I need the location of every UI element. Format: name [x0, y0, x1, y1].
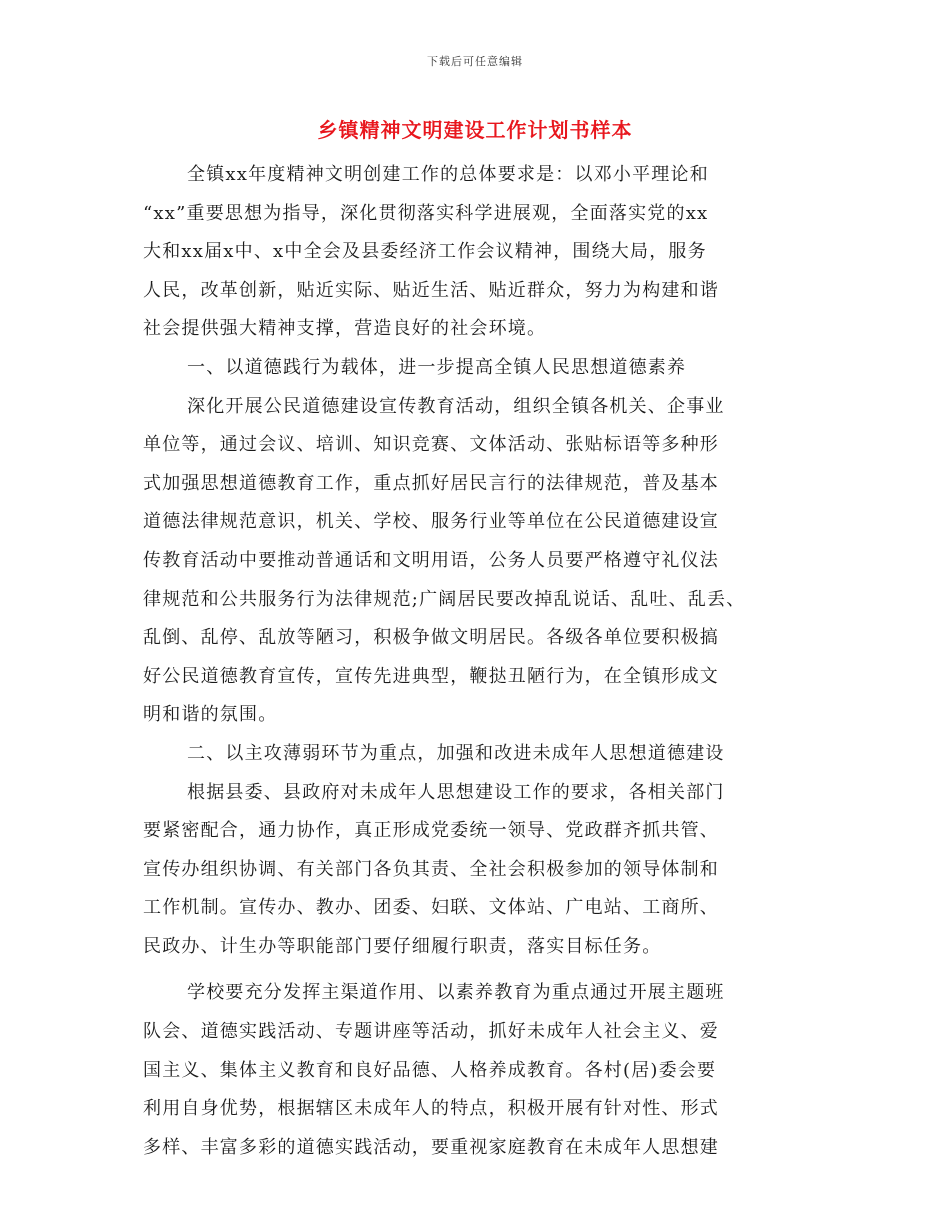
paragraph-line: 民政办、计生办等职能部门要仔细履行职责，落实目标任务。 — [143, 935, 662, 957]
paragraph-line: 多样、丰富多彩的道德实践活动，要重视家庭教育在未成年人思想建 — [143, 1136, 719, 1158]
paragraph-line: 道德法律规范意识，机关、学校、服务行业等单位在公民道德建设宣 — [143, 511, 719, 533]
paragraph-gap — [143, 966, 823, 974]
paragraph-line: 宣传办组织协调、有关部门各负其责、全社会积极参加的领导体制和 — [143, 858, 719, 880]
section-heading-1: 一、以道德践行为载体，进一步提高全镇人民思想道德素养 — [187, 356, 687, 378]
paragraph-line: 国主义、集体主义教育和良好品德、人格养成教育。各村(居)委会要 — [143, 1059, 717, 1081]
paragraph-line: 工作机制。宣传办、教办、团委、妇联、文体站、广电站、工商所、 — [143, 897, 719, 919]
paragraph-line: 人民，改革创新，贴近实际、贴近生活、贴近群众，努力为构建和谐 — [143, 279, 719, 301]
paragraph-line: 利用自身优势，根据辖区未成年人的特点，积极开展有针对性、形式 — [143, 1098, 719, 1120]
paragraph-line: 律规范和公共服务行为法律规范;广阔居民要改掉乱说话、乱吐、乱丢、 — [143, 588, 746, 610]
paragraph-line: 单位等，通过会议、培训、知识竞赛、文体活动、张贴标语等多种形 — [143, 434, 719, 456]
paragraph-line: 根据县委、县政府对未成年人思想建设工作的要求，各相关部门 — [187, 781, 725, 803]
paragraph-line: 传教育活动中要推动普通话和文明用语，公务人员要严格遵守礼仪法 — [143, 549, 719, 571]
paragraph-line: 乱倒、乱停、乱放等陋习，积极争做文明居民。各级各单位要积极搞 — [143, 627, 719, 649]
paragraph-line: 社会提供强大精神支撑，营造良好的社会环境。 — [143, 318, 547, 340]
paragraph-line: 要紧密配合，通力协作，真正形成党委统一领导、党政群齐抓共管、 — [143, 820, 719, 842]
paragraph-line: 式加强思想道德教育工作，重点抓好居民言行的法律规范，普及基本 — [143, 472, 719, 494]
paragraph-line: 队会、道德实践活动、专题讲座等活动，抓好未成年人社会主义、爱 — [143, 1021, 719, 1043]
paragraph-line: 大和xx届x中、x中全会及县委经济工作会议精神，围绕大局，服务 — [143, 241, 707, 263]
paragraph-line: 明和谐的氛围。 — [143, 704, 278, 726]
section-heading-2: 二、以主攻薄弱环节为重点，加强和改进未成年人思想道德建设 — [187, 742, 725, 764]
paragraph-line: 学校要充分发挥主渠道作用、以素养教育为重点通过开展主题班 — [187, 982, 725, 1004]
document-body — [143, 156, 823, 1167]
paragraph-line: 全镇xx年度精神文明创建工作的总体要求是：以邓小平理论和 — [187, 164, 709, 185]
document-title: 乡镇精神文明建设工作计划书样本 — [317, 118, 633, 142]
page-header-note: 下载后可任意编辑 — [427, 55, 523, 68]
paragraph-line: 好公民道德教育宣传，宣传先进典型，鞭挞丑陋行为，在全镇形成文 — [143, 665, 719, 687]
paragraph-line: “xx”重要思想为指导，深化贯彻落实科学进展观，全面落实党的xx — [143, 202, 709, 224]
paragraph-line: 深化开展公民道德建设宣传教育活动，组织全镇各机关、企事业 — [187, 395, 725, 417]
